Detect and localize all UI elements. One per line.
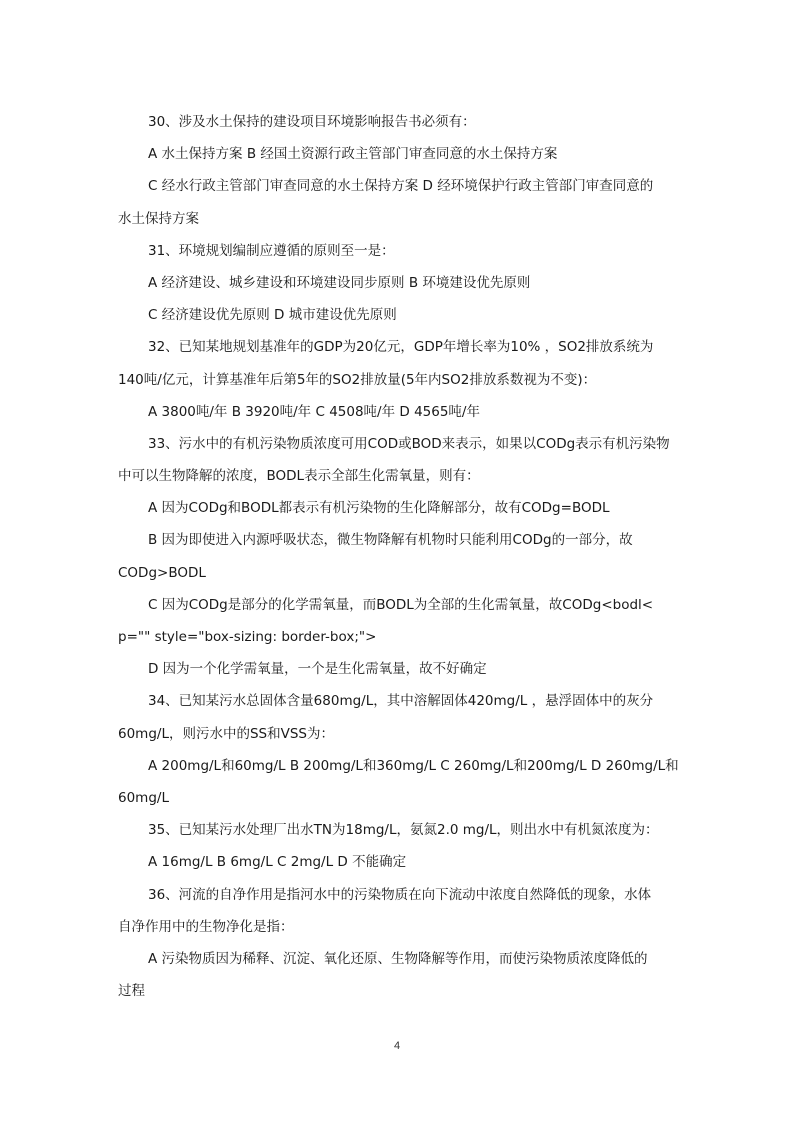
- text-line: p="" style="box-sizing: border-box;">: [118, 629, 377, 645]
- text-line: 60mg/L，则污水中的SS和VSS为：: [118, 725, 334, 742]
- text-line: 33、污水中的有机污染物质浓度可用COD或BOD来表示，如果以CODg表示有机污染物: [148, 435, 670, 452]
- text-line: A 水土保持方案 B 经国土资源行政主管部门审查同意的水土保持方案: [148, 146, 558, 163]
- text-line: A 16mg/L B 6mg/L C 2mg/L D 不能确定: [148, 854, 407, 871]
- text-line: D 因为一个化学需氧量，一个是生化需氧量，故不好确定: [148, 661, 487, 678]
- text-line: 30、涉及水土保持的建设项目环境影响报告书必须有：: [148, 114, 476, 130]
- text-line: 36、河流的自净作用是指河水中的污染物质在向下流动中浓度自然降低的现象，水体: [148, 886, 652, 903]
- text-line: 140吨/亿元，计算基准年后第5年的SO2排放量(5年内SO2排放系数视为不变)：: [118, 371, 597, 388]
- text-line: C 经水行政主管部门审查同意的水土保持方案 D 经环境保护行政主管部门审查同意的: [148, 178, 654, 195]
- document-body: [118, 106, 678, 1007]
- text-line: A 3800吨/年 B 3920吨/年 C 4508吨/年 D 4565吨/年: [148, 403, 480, 420]
- text-line: C 经济建设优先原则 D 城市建设优先原则: [148, 307, 397, 324]
- text-line: B 因为即使进入内源呼吸状态，微生物降解有机物时只能利用CODg的一部分，故: [148, 532, 633, 549]
- text-line: A 200mg/L和60mg/L B 200mg/L和360mg/L C 260mg/L和200mg/L D 260mg/L和: [148, 757, 679, 774]
- text-line: A 因为CODg和BODL都表示有机污染物的生化降解部分，故有CODg=BODL: [148, 500, 610, 517]
- text-line: 水土保持方案: [118, 210, 199, 227]
- text-line: 自净作用中的生物净化是指：: [118, 918, 294, 935]
- text-line: 过程: [118, 983, 145, 1000]
- text-line: A 污染物质因为稀释、沉淀、氧化还原、生物降解等作用，而使污染物质浓度降低的: [148, 950, 648, 967]
- text-line: 34、已知某污水总固体含量680mg/L，其中溶解固体420mg/L ，悬浮固体中的灰分: [148, 693, 654, 710]
- text-line: 32、已知某地规划基准年的GDP为20亿元，GDP年增长率为10% ，SO2排放系统为: [148, 339, 654, 356]
- text-line: 35、已知某污水处理厂出水TN为18mg/L，氨氮2.0 mg/L，则出水中有机氮浓度为：: [148, 822, 659, 839]
- page-number: 4: [393, 1040, 401, 1052]
- text-line: CODg>BODL: [118, 564, 206, 581]
- text-line: 31、环境规划编制应遵循的原则至一是：: [148, 242, 395, 259]
- text-line: A 经济建设、城乡建设和环境建设同步原则 B 环境建设优先原则: [148, 274, 531, 291]
- text-line: 60mg/L: [118, 789, 169, 806]
- text-line: C 因为CODg是部分的化学需氧量，而BODL为全部的生化需氧量，故CODg<bodl<: [148, 596, 654, 613]
- text-line: 中可以生物降解的浓度，BODL表示全部生化需氧量，则有：: [118, 468, 480, 485]
